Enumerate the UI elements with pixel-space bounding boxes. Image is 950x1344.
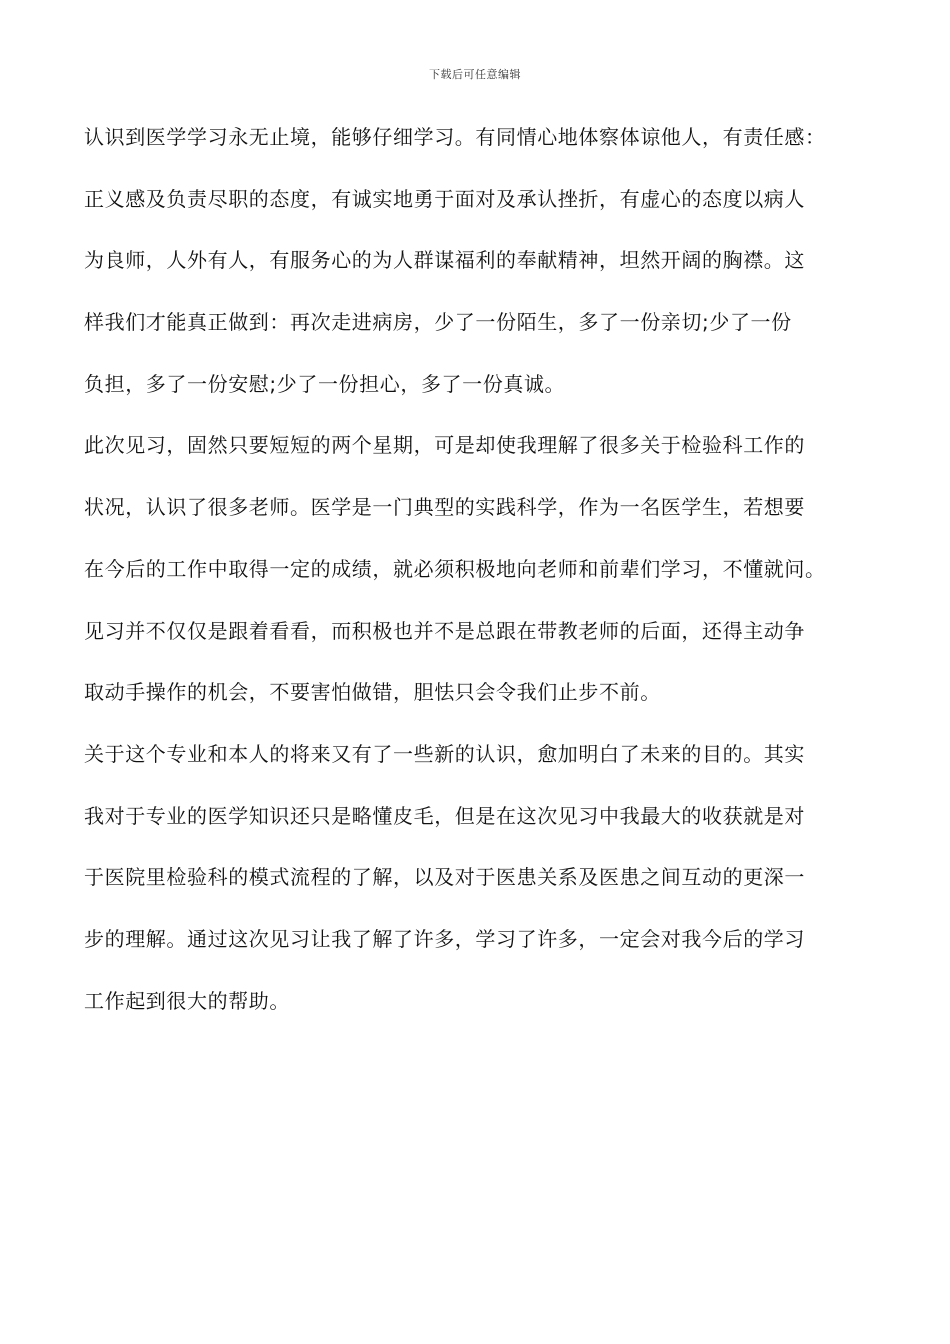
paragraph-1 (84, 120, 884, 428)
paragraph-line: 此次见习，固然只要短短的两个星期，可是却使我理解了很多关于检验科工作的 (84, 433, 805, 458)
paragraph-line: 工作起到很大的帮助。 (84, 988, 290, 1013)
page-header: 下载后可任意编辑 (429, 68, 521, 81)
paragraph-line: 见习并不仅仅是跟着看看，而积极也并不是总跟在带教老师的后面，还得主动争 (84, 618, 805, 643)
paragraph-line: 负担，多了一份安慰;少了一份担心，多了一份真诚。 (84, 371, 566, 396)
paragraph-line: 正义感及负责尽职的态度，有诚实地勇于面对及承认挫折，有虚心的态度以病人 (84, 186, 805, 211)
paragraph-line: 于医院里检验科的模式流程的了解，以及对于医患关系及医患之间互动的更深一 (84, 865, 805, 890)
paragraph-line: 取动手操作的机会，不要害怕做错，胆怯只会令我们止步不前。 (84, 680, 661, 705)
document-body (84, 120, 884, 1045)
paragraph-2 (84, 428, 884, 736)
paragraph-line: 我对于专业的医学知识还只是略懂皮毛，但是在这次见习中我最大的收获就是对 (84, 803, 805, 828)
paragraph-line: 状况，认识了很多老师。医学是一门典型的实践科学，作为一名医学生，若想要 (84, 495, 805, 520)
paragraph-line: 样我们才能真正做到：再次走进病房，少了一份陌生，多了一份亲切;少了一份 (84, 310, 792, 335)
paragraph-line: 关于这个专业和本人的将来又有了一些新的认识，愈加明白了未来的目的。其实 (84, 741, 805, 766)
paragraph-3 (84, 737, 884, 1045)
paragraph-line: 认识到医学学习永无止境，能够仔细学习。有同情心地体察体谅他人，有责任感： (84, 125, 826, 149)
paragraph-line: 在今后的工作中取得一定的成绩，就必须积极地向老师和前辈们学习，不懂就问。 (84, 556, 826, 581)
paragraph-line: 为良师，人外有人，有服务心的为人群谋福利的奉献精神，坦然开阔的胸襟。这 (84, 248, 805, 273)
paragraph-line: 步的理解。通过这次见习让我了解了许多，学习了许多，一定会对我今后的学习 (84, 926, 805, 951)
